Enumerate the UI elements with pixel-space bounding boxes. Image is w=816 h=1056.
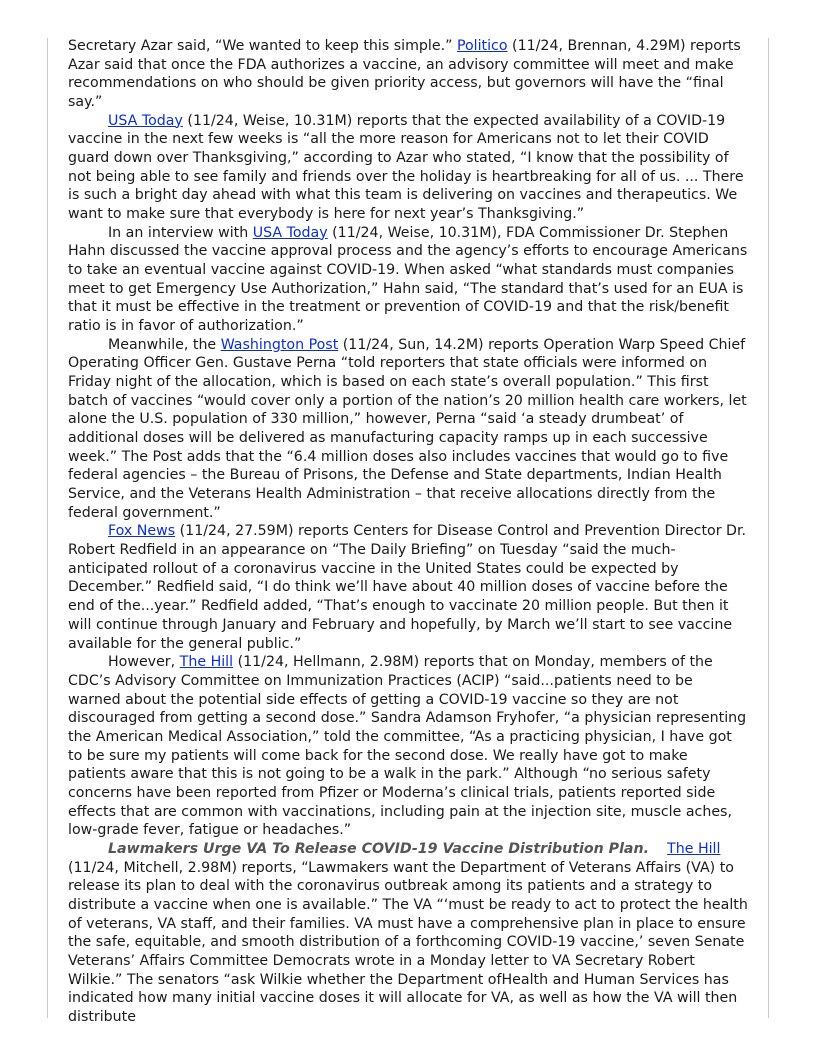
paragraph-politico: Secretary Azar said, “We wanted to keep this simple.” Politico (11/24, Brennan, 4.29M) reports Azar said that once the FDA authorizes a vaccine, an advisory committee will meet and make recommendations on who should be given priority access, but governors will have the “final say.” bbox=[68, 38, 741, 111]
politico-link[interactable]: Politico bbox=[456, 38, 508, 54]
paragraph-washington-post: Meanwhile, the Washington Post (11/24, Sun, 14.2M) reports Operation Warp Speed Chief Operating Officer Gen. Gustave Perna “told reporters that state officials were informed on Friday night of the allocation, which is based on each state’s overall population.” This first batch of vaccines “would cover only a portion of the nation’s 20 million health care workers, let alone the U.S. population of 330 million,” however, Perna “said ‘a steady drumbeat’ of additional doses will be delivered as manufacturing capacity ramps up in each successive week.” The Post adds that the “6.4 million doses also includes vaccines that would go to five federal agencies – the Bureau of Prisons, the Defense and State departments, Indian Health Service, and the Veterans Health Administration – that receive allocations directly from the federal government.” bbox=[68, 336, 747, 521]
paragraph-usa-today-hahn: In an interview with USA Today (11/24, Weise, 10.31M), FDA Commissioner Dr. Stephen Hahn discussed the vaccine approval process and the agency’s efforts to encourage Americans to take an eventual vaccine against COVID-19. When asked “what standards must companies meet to get Emergency Use Authorization,” Hahn said, “The standard that’s used for an EUA is that it must be effective in the treatment or prevention of COVID-19 and that the risk/benefit ratio is in favor of authorization.” bbox=[68, 224, 748, 335]
right-margin-rule bbox=[768, 38, 769, 1018]
left-margin-rule bbox=[47, 38, 48, 1018]
fox-news-link[interactable]: Fox News bbox=[108, 523, 176, 540]
paragraph-usa-today-thanksgiving: USA Today (11/24, Weise, 10.31M) reports that the expected availability of a COVID-19 vaccine in the next few weeks is “all the more reason for Americans not to let their COVID guard down over Thanksgiving,” according to Azar who stated, “I know that the possibility of not being able to see family and friends over the holiday is heartbreaking for all of us. ... There is such a bright day ahead with what this team is delivering on vaccines and therapeutics. We want to make sure that everybody is here for next year’s Thanksgiving.” bbox=[68, 112, 744, 223]
washington-post-link[interactable]: Washington Post bbox=[220, 336, 339, 353]
paragraph-the-hill-acip: However, The Hill (11/24, Hellmann, 2.98M) reports that on Monday, members of the CDC’s Advisory Committee on Immunization Practices (ACIP) “said...patients need to be warned about the potential side effects of getting a COVID-19 vaccine so they are not discouraged from getting a second dose.” Sandra Adamson Fryhofer, “a physician representing the American Medical Association,” told the committee, “As a practicing physician, I have got to be sure my patients will come back for the second dose. We really have got to make patients aware that this is not going to be a walk in the park.” Although “no serious safety concerns have been reported from Pfizer or Moderna’s clinical trials, patients reported side effects that are common with vaccinations, including pain at the injection site, muscle aches, low-grade fever, fatigue or headaches.” bbox=[68, 654, 747, 839]
document-body bbox=[68, 37, 749, 1027]
usa-today-link-1[interactable]: USA Today bbox=[108, 112, 183, 129]
paragraph-va-distribution: Lawmakers Urge VA To Release COVID-19 Vaccine Distribution Plan. The Hill (11/24, Mitchell, 2.98M) reports, “Lawmakers want the Department of Veterans Affairs (VA) to release its plan to deal with the coronavirus outbreak among its patients and a strategy to distribute a vaccine when one is available.” The VA “‘must be ready to act to protect the health of veterans, VA staff, and their families. VA must have a comprehensive plan in place to ensure the safe, equitable, and smooth distribution of a forthcoming COVID-19 vaccine,’ seven Senate Veterans’ Affairs Committee Democrats wrote in a Monday letter to VA Secretary Robert Wilkie.” The senators “ask Wilkie whether the Department ofHealth and Human Services has indicated how many initial vaccine doses it will allocate for VA, as well as how the VA will then distribute bbox=[68, 840, 748, 1025]
usa-today-link-2[interactable]: USA Today bbox=[252, 224, 328, 241]
story-headline: Lawmakers Urge VA To Release COVID-19 Vaccine Distribution Plan. bbox=[108, 840, 649, 857]
the-hill-link-1[interactable]: The Hill bbox=[179, 654, 234, 671]
the-hill-link-2[interactable]: The Hill bbox=[667, 840, 721, 857]
paragraph-fox-news: Fox News (11/24, 27.59M) reports Centers for Disease Control and Prevention Director Dr. Robert Redfield in an appearance on “The Daily Briefing” on Tuesday “said the much-anticipated rollout of a coronavirus vaccine in the United States could be expected by December.” Redfield said, “I do think we’ll have about 40 million doses of vaccine before the end of the...year.” Redfield added, “That’s enough to vaccinate 20 million people. But then it will continue through January and February and hopefully, by March we’ll start to see vaccine available for the general public.” bbox=[68, 523, 747, 652]
